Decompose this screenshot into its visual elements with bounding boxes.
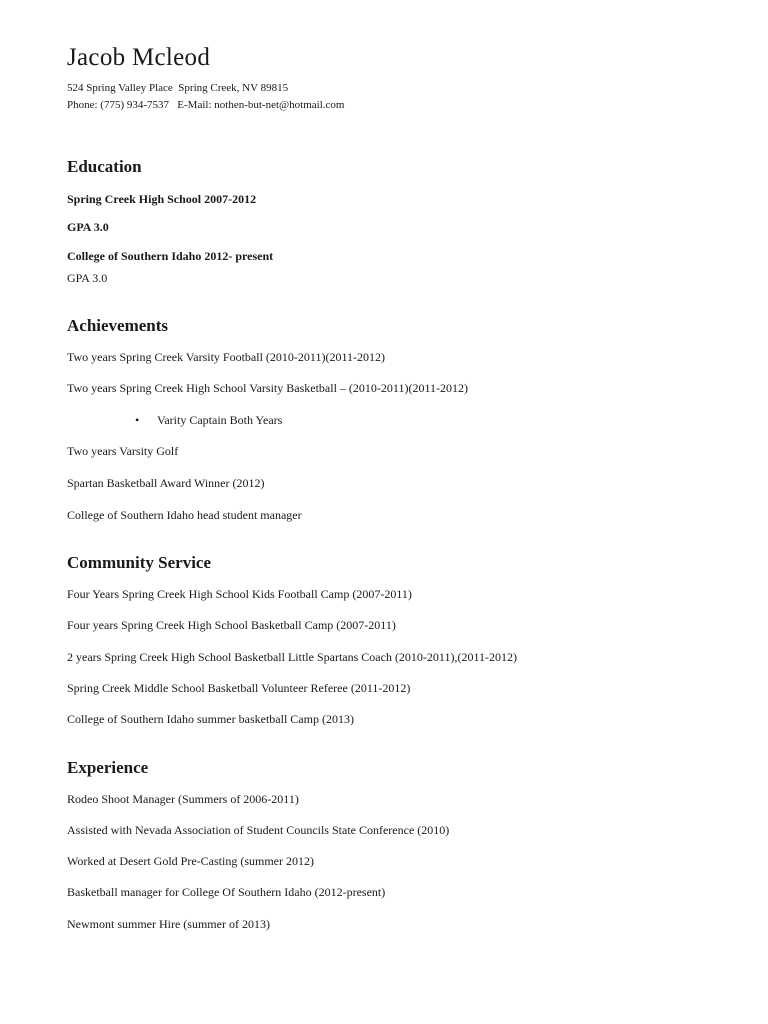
achievement-item: Spartan Basketball Award Winner (2012) bbox=[67, 476, 265, 490]
achievement-item: Two years Spring Creek Varsity Football (2010-2011)(2011-2012) bbox=[67, 350, 385, 364]
bullet-icon: • bbox=[135, 413, 140, 427]
phone-email-line: Phone: (775) 934-7537 E-Mail: nothen-but-net@hotmail.com bbox=[67, 99, 345, 111]
experience-item: Basketball manager for College Of Southern Idaho (2012-present) bbox=[67, 885, 386, 899]
bullet-text: Varity Captain Both Years bbox=[157, 413, 283, 427]
achievement-item: Two years Varsity Golf bbox=[67, 444, 179, 458]
address-line: 524 Spring Valley Place Spring Creek, NV 89815 bbox=[67, 82, 289, 94]
experience-item: Worked at Desert Gold Pre-Casting (summer 2012) bbox=[67, 854, 314, 868]
education-item: GPA 3.0 bbox=[67, 271, 108, 285]
achievements-heading: Achievements bbox=[67, 316, 169, 335]
community-service-item: 2 years Spring Creek High School Basketball Little Spartans Coach (2010-2011),(2011-2012) bbox=[67, 650, 518, 664]
achievement-item: Two years Spring Creek High School Varsity Basketball – (2010-2011)(2011-2012) bbox=[67, 381, 468, 395]
education-item: College of Southern Idaho 2012- present bbox=[67, 249, 274, 263]
experience-heading: Experience bbox=[67, 758, 149, 777]
community-service-item: Four Years Spring Creek High School Kids Football Camp (2007-2011) bbox=[67, 587, 412, 601]
achievement-bullet-item bbox=[135, 413, 282, 428]
education-heading: Education bbox=[67, 157, 142, 176]
community-service-item: Spring Creek Middle School Basketball Volunteer Referee (2011-2012) bbox=[67, 681, 411, 695]
education-item: Spring Creek High School 2007-2012 bbox=[67, 192, 257, 206]
experience-item: Newmont summer Hire (summer of 2013) bbox=[67, 917, 270, 931]
education-item: GPA 3.0 bbox=[67, 220, 109, 234]
achievement-item: College of Southern Idaho head student manager bbox=[67, 508, 302, 522]
community-service-item: Four years Spring Creek High School Basketball Camp (2007-2011) bbox=[67, 618, 396, 632]
community-service-item: College of Southern Idaho summer basketball Camp (2013) bbox=[67, 712, 354, 726]
community-service-heading: Community Service bbox=[67, 553, 212, 572]
applicant-name: Jacob Mcleod bbox=[67, 44, 211, 71]
experience-item: Assisted with Nevada Association of Student Councils State Conference (2010) bbox=[67, 823, 450, 837]
experience-item: Rodeo Shoot Manager (Summers of 2006-2011) bbox=[67, 792, 299, 806]
